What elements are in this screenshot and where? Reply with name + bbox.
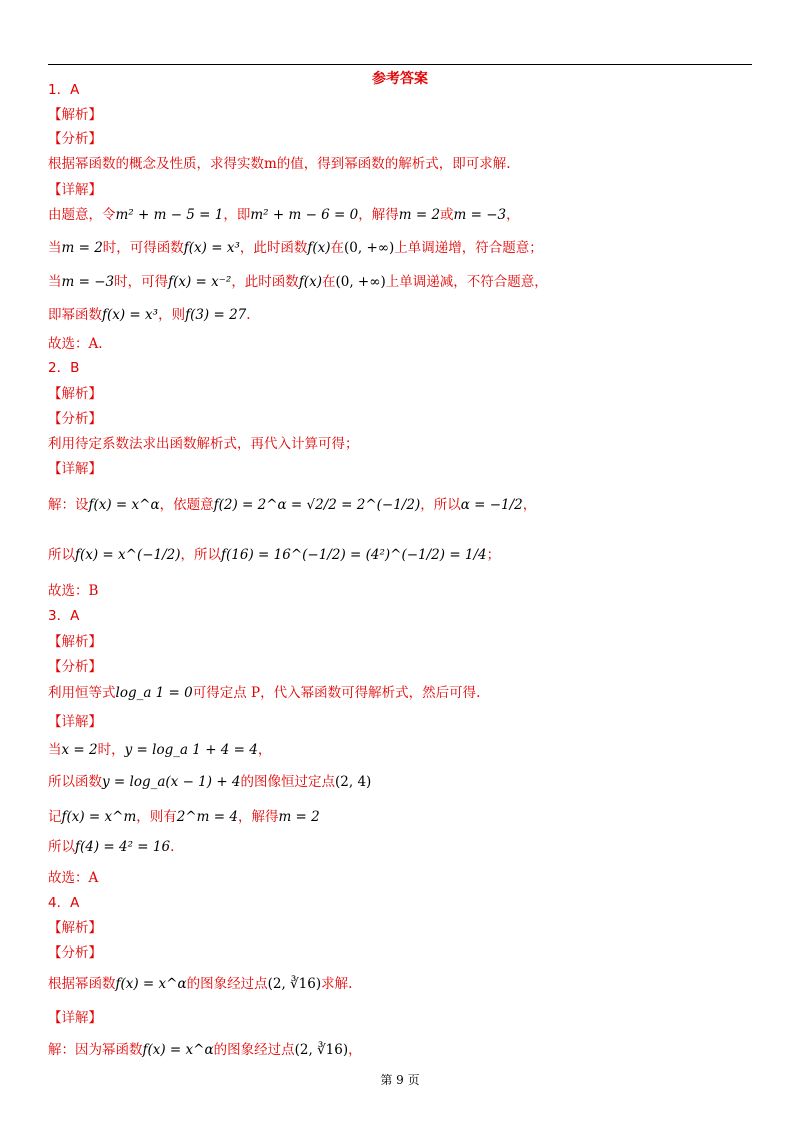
q2-solution-line-1: 解：设f(x) = x^α，依题意f(2) = 2^α = √2/2 = 2^(−1/2)，所以α = −1/2，	[48, 497, 537, 513]
q3-number: 3．A	[48, 608, 80, 624]
q1-reasoning-tag: 【分析】	[48, 131, 102, 147]
q1-reasoning-text: 根据幂函数的概念及性质，求得实数m的值，得到幂函数的解析式，即可求解.	[48, 156, 511, 172]
page-footer: 第 9 页	[380, 1073, 420, 1087]
q1-solution-line-4: 即幂函数f(x) = x³，则f(3) = 27.	[48, 307, 251, 323]
q1-detail-tag: 【详解】	[48, 182, 102, 198]
q3-reasoning-text: 利用恒等式log_a 1 = 0可得定点 P，代入幂函数可得解析式，然后可得.	[48, 685, 481, 701]
q2-solution-line-2: 所以f(x) = x^(−1/2)，所以f(16) = 16^(−1/2) = (4²)^(−1/2) = 1/4；	[48, 547, 501, 563]
q3-answer: 故选：A	[48, 870, 99, 886]
q2-reasoning-tag: 【分析】	[48, 411, 102, 427]
q1-solution-line-1: 由题意，令m² + m − 5 = 1，即m² + m − 6 = 0，解得m = 2或m = −3，	[48, 207, 520, 223]
q3-reasoning-tag: 【分析】	[48, 659, 102, 675]
page-title: 参考答案	[372, 71, 428, 87]
q1-solution-line-3: 当m = −3时，可得f(x) = x⁻²，此时函数f(x)在(0, +∞)上单调递减，不符合题意，	[48, 274, 548, 290]
q4-number: 4．A	[48, 895, 80, 911]
q2-analysis-tag: 【解析】	[48, 386, 102, 402]
q4-solution-line-1: 解：因为幂函数f(x) = x^α的图象经过点(2, ∛16)，	[48, 1042, 362, 1058]
q1-analysis-tag: 【解析】	[48, 107, 102, 123]
q2-detail-tag: 【详解】	[48, 461, 102, 477]
q3-solution-line-1: 当x = 2时，y = log_a 1 + 4 = 4，	[48, 742, 272, 758]
q3-solution-line-3: 记f(x) = x^m，则有2^m = 4，解得m = 2	[48, 809, 320, 825]
q4-reasoning-tag: 【分析】	[48, 945, 102, 961]
q4-detail-tag: 【详解】	[48, 1010, 102, 1026]
q2-number: 2．B	[48, 360, 80, 376]
q3-solution-line-4: 所以f(4) = 4² = 16.	[48, 839, 175, 855]
q1-solution-line-2: 当m = 2时，可得函数f(x) = x³，此时函数f(x)在(0, +∞)上单调递增，符合题意；	[48, 240, 543, 256]
q1-number: 1．A	[48, 82, 80, 98]
q2-answer: 故选：B	[48, 583, 99, 599]
q2-reasoning-text: 利用待定系数法求出函数解析式，再代入计算可得；	[48, 436, 359, 452]
q3-detail-tag: 【详解】	[48, 714, 102, 730]
header-rule	[48, 64, 752, 65]
q4-analysis-tag: 【解析】	[48, 920, 102, 936]
q3-solution-line-2: 所以函数y = log_a(x − 1) + 4的图像恒过定点(2, 4)	[48, 774, 372, 790]
q1-answer: 故选：A.	[48, 336, 103, 352]
q3-analysis-tag: 【解析】	[48, 634, 102, 650]
q4-reasoning-text: 根据幂函数f(x) = x^α的图象经过点(2, ∛16)求解.	[48, 976, 353, 992]
